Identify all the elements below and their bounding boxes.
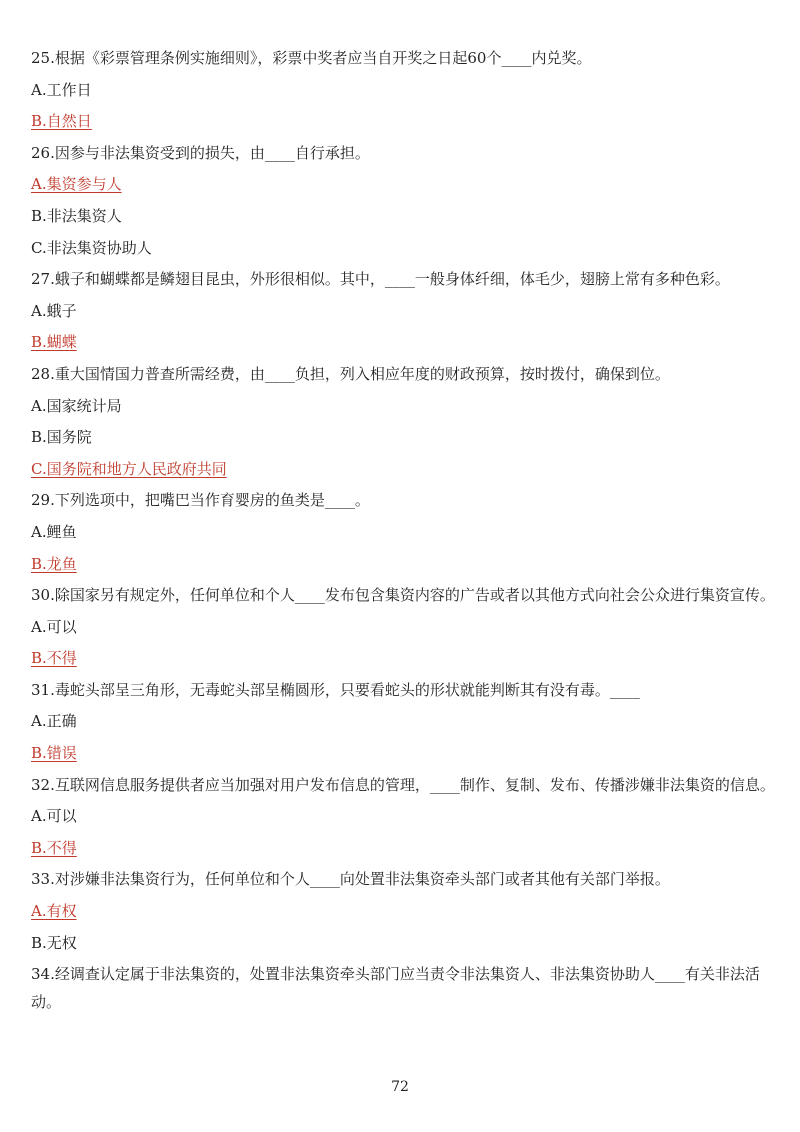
answer-option: A.蛾子 <box>31 301 77 320</box>
question-text: 33.对涉嫌非法集资行为，任何单位和个人____向处置非法集资牵头部门或者其他有关部门举报。 <box>31 870 670 889</box>
question-text: 32.互联网信息服务提供者应当加强对用户发布信息的管理，____制作、复制、发布、传播涉嫌非法集资的信息。 <box>31 775 775 794</box>
page-number: 72 <box>391 1079 409 1095</box>
answer-option: B.非法集资人 <box>31 206 122 225</box>
question-text: 25.根据《彩票管理条例实施细则》，彩票中奖者应当自开奖之日起60个____内兑奖。 <box>31 49 592 67</box>
answer-option: A.工作日 <box>31 80 92 99</box>
question-text: 28.重大国情国力普查所需经费，由____负担，列入相应年度的财政预算，按时拨付，确保到位。 <box>31 364 670 383</box>
question-text: 31.毒蛇头部呈三角形，无毒蛇头部呈椭圆形，只要看蛇头的形状就能判断其有没有毒。____ <box>31 680 640 699</box>
question-text: 27.蛾子和蝴蝶都是鳞翅目昆虫，外形很相似。其中，____一般身体纤细，体毛少，翅膀上常有多种色彩。 <box>31 270 730 289</box>
correct-answer-option: B.龙鱼 <box>31 554 77 573</box>
correct-answer-option: B.蝴蝶 <box>31 333 77 352</box>
question-text: 26.因参与非法集资受到的损失，由____自行承担。 <box>31 143 370 162</box>
answer-option: A.可以 <box>31 807 77 826</box>
answer-option: A.鲤鱼 <box>31 522 77 541</box>
correct-answer-option: B.不得 <box>31 838 77 857</box>
question-text: 30.除国家另有规定外，任何单位和个人____发布包含集资内容的广告或者以其他方式向社会公众进行集资宣传。 <box>31 586 775 605</box>
correct-answer-option: A.集资参与人 <box>31 175 122 194</box>
question-text: 34.经调查认定属于非法集资的，处置非法集资牵头部门应当责令非法集资人、非法集资协助人____有关非法活动。 <box>31 965 760 1012</box>
correct-answer-option: B.不得 <box>31 649 77 668</box>
correct-answer-option: A.有权 <box>31 902 77 921</box>
answer-option: B.无权 <box>31 933 77 952</box>
question-list <box>31 44 776 1020</box>
correct-answer-option: B.自然日 <box>31 112 92 131</box>
correct-answer-option: C.国务院和地方人民政府共同 <box>31 459 227 478</box>
answer-option: A.正确 <box>31 712 77 731</box>
answer-option: B.国务院 <box>31 428 92 447</box>
question-text: 29.下列选项中，把嘴巴当作育婴房的鱼类是____。 <box>31 491 370 510</box>
answer-option: C.非法集资协助人 <box>31 238 152 257</box>
correct-answer-option: B.错误 <box>31 744 77 763</box>
answer-option: A.国家统计局 <box>31 396 122 415</box>
answer-option: A.可以 <box>31 617 77 636</box>
